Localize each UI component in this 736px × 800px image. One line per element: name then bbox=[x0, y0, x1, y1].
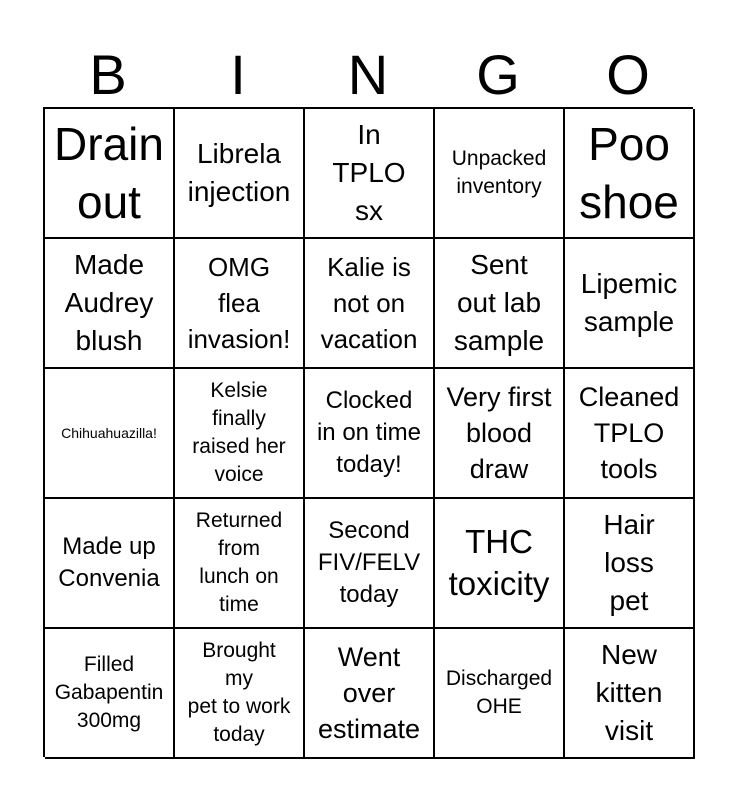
cell-text: Cleaned TPLO tools bbox=[578, 382, 680, 484]
cell-text: Made Audrey blush bbox=[64, 249, 154, 356]
header-letter-b: B bbox=[89, 43, 127, 106]
cell-text: THC toxicity bbox=[448, 523, 550, 602]
bingo-header bbox=[43, 42, 693, 108]
bingo-cell-r1c2[interactable] bbox=[175, 109, 305, 239]
bingo-cell-r1c5[interactable] bbox=[565, 109, 695, 239]
bingo-cell-r3c1[interactable] bbox=[45, 369, 175, 499]
cell-text: Second FIV/FELV today bbox=[317, 517, 421, 608]
bingo-cell-r1c3[interactable] bbox=[305, 109, 435, 239]
cell-text: Clocked in on time today! bbox=[316, 387, 422, 478]
cell-text: Made up Convenia bbox=[58, 533, 160, 592]
bingo-cell-r3c4[interactable] bbox=[435, 369, 565, 499]
bingo-board bbox=[43, 107, 693, 757]
cell-text: New kitten visit bbox=[595, 639, 663, 746]
bingo-cell-r1c4[interactable] bbox=[435, 109, 565, 239]
bingo-cell-r5c3[interactable] bbox=[305, 629, 435, 759]
bingo-cell-r5c2[interactable] bbox=[175, 629, 305, 759]
bingo-cell-r4c4[interactable] bbox=[435, 499, 565, 629]
cell-text: Very first blood draw bbox=[446, 382, 552, 484]
cell-text: Brought my pet to work today bbox=[187, 639, 291, 746]
header-letter-n: N bbox=[347, 43, 389, 106]
cell-text: Discharged OHE bbox=[445, 667, 553, 718]
bingo-cell-r5c1[interactable] bbox=[45, 629, 175, 759]
bingo-cell-r4c3[interactable] bbox=[305, 499, 435, 629]
cell-text: In TPLO sx bbox=[332, 119, 406, 226]
cell-text: Drain out bbox=[54, 118, 164, 228]
bingo-cell-r3c3[interactable] bbox=[305, 369, 435, 499]
cell-text: Went over estimate bbox=[317, 642, 421, 744]
cell-text: OMG flea invasion! bbox=[187, 252, 291, 354]
bingo-cell-r4c2[interactable] bbox=[175, 499, 305, 629]
cell-text: Lipemic sample bbox=[580, 268, 678, 337]
bingo-cell-r3c2[interactable] bbox=[175, 369, 305, 499]
cell-text: Unpacked inventory bbox=[451, 147, 547, 198]
bingo-cell-r5c5[interactable] bbox=[565, 629, 695, 759]
cell-text: Poo shoe bbox=[579, 118, 679, 228]
cell-text: Kelsie finally raised her voice bbox=[192, 379, 286, 486]
cell-text: Sent out lab sample bbox=[453, 249, 545, 356]
cell-text: Hair loss pet bbox=[603, 509, 655, 616]
header-letter-i: I bbox=[230, 43, 246, 106]
bingo-cell-r4c5[interactable] bbox=[565, 499, 695, 629]
cell-text: Kalie is not on vacation bbox=[320, 252, 418, 354]
cell-text: Chihuahuazilla! bbox=[61, 425, 157, 441]
bingo-cell-r2c2[interactable] bbox=[175, 239, 305, 369]
bingo-cell-r2c5[interactable] bbox=[565, 239, 695, 369]
bingo-cell-r4c1[interactable] bbox=[45, 499, 175, 629]
header-letter-g: G bbox=[476, 43, 520, 106]
bingo-cell-r2c4[interactable] bbox=[435, 239, 565, 369]
bingo-cell-r3c5[interactable] bbox=[565, 369, 695, 499]
bingo-cell-r2c3[interactable] bbox=[305, 239, 435, 369]
cell-text: Librela injection bbox=[187, 138, 291, 207]
bingo-cell-r5c4[interactable] bbox=[435, 629, 565, 759]
cell-text: Returned from lunch on time bbox=[195, 509, 283, 616]
bingo-cell-r1c1[interactable] bbox=[45, 109, 175, 239]
cell-text: Filled Gabapentin 300mg bbox=[54, 653, 164, 732]
header-letter-o: O bbox=[606, 43, 650, 106]
bingo-cell-r2c1[interactable] bbox=[45, 239, 175, 369]
